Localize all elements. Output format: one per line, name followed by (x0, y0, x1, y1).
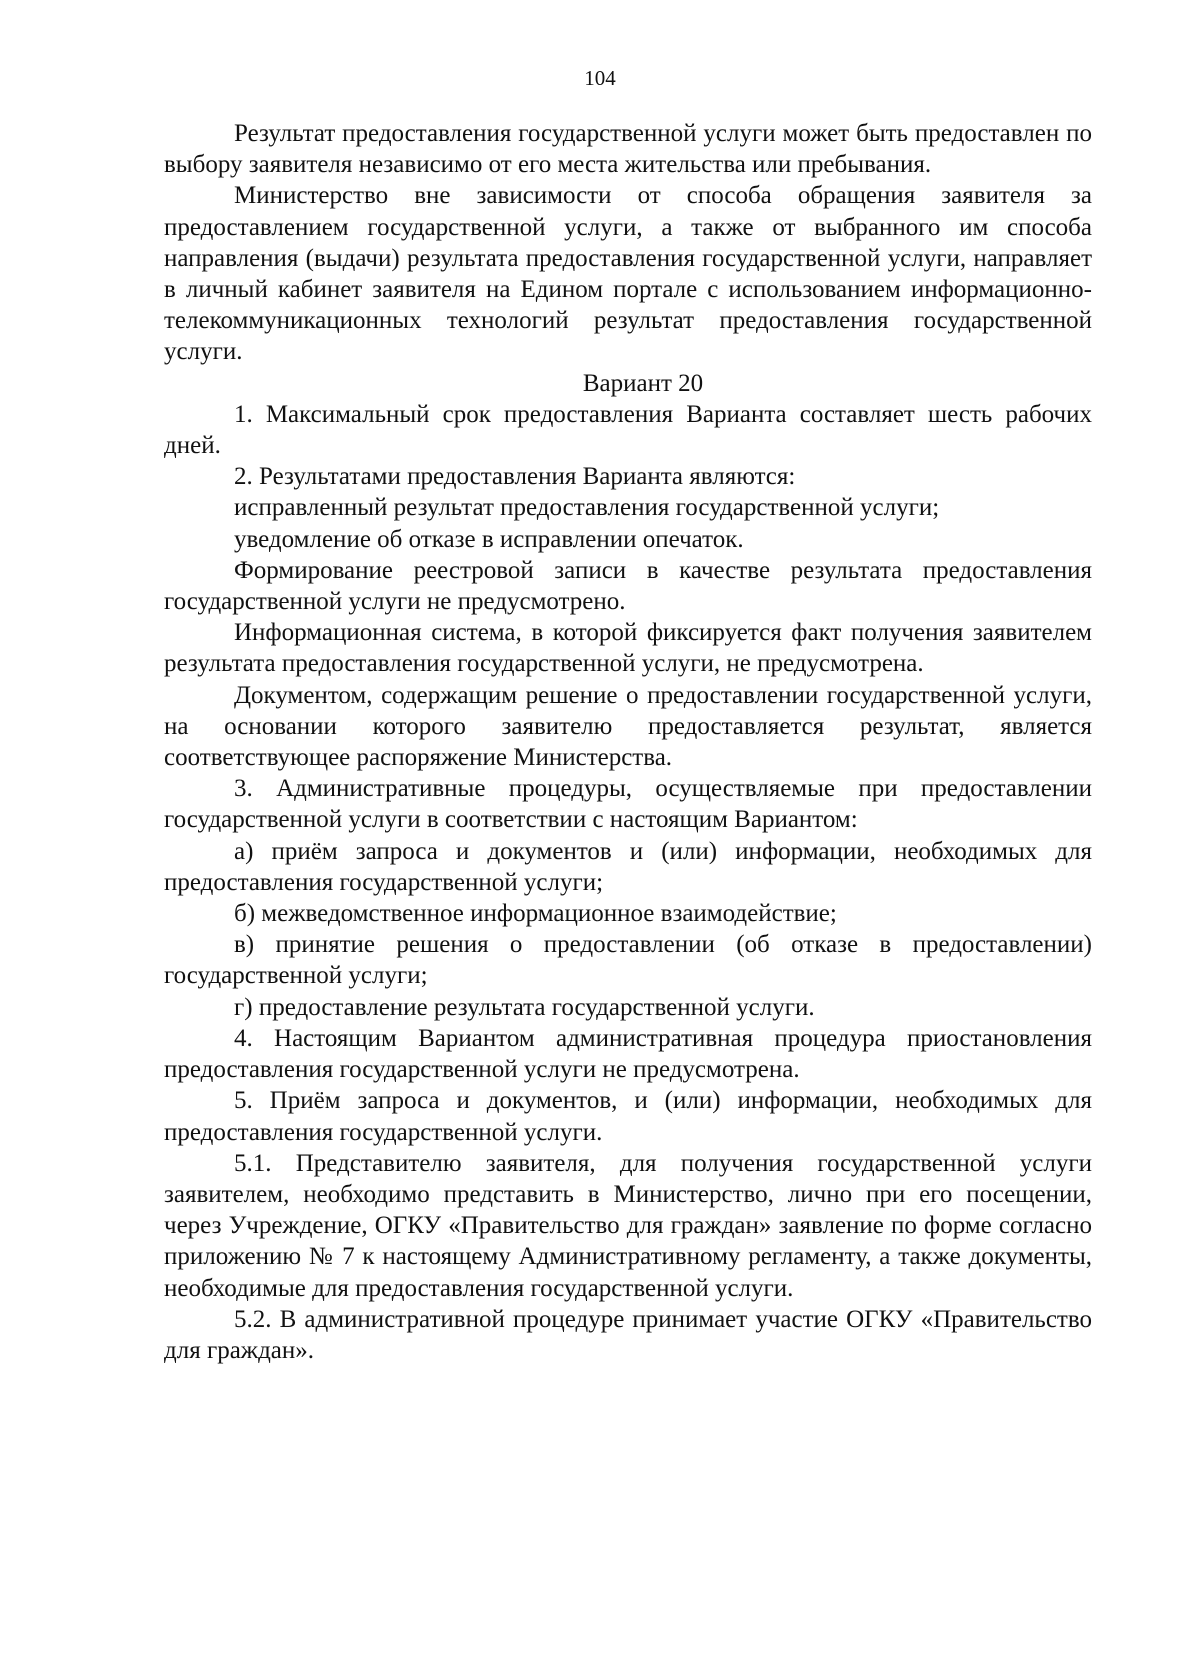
paragraph-ministry-cabinet: Министерство вне зависимости от способа обращения заявителя за предоставлением государственной услуги, а также от выбранного им способа направления (выдачи) результата предоставления государственной услуги, направляет в личный кабинет заявителя на Едином портале с использованием информационно-телекоммуникационных технологий результат предоставления государственной услуги. (164, 182, 1092, 366)
document-body (164, 118, 1092, 1366)
paragraph-registry-record: Формирование реестровой записи в качестве результата предоставления государственной услуги не предусмотрено. (164, 556, 1092, 616)
paragraph-result-corrected: исправленный результат предоставления государственной услуги; (234, 494, 940, 522)
paragraph-item-3: 3. Административные процедуры, осуществляемые при предоставлении государственной услуги в соответствии с настоящим Вариантом: (164, 775, 1092, 834)
paragraph-item-4: 4. Настоящим Вариантом административная процедура приостановления предоставления государственной услуги не предусмотрена. (164, 1024, 1092, 1084)
page-number: 104 (584, 66, 616, 90)
paragraph-information-system: Информационная система, в которой фиксируется факт получения заявителем результата предоставления государственной услуги, не предусмотрена. (164, 619, 1092, 678)
list-item-b: б) межведомственное информационное взаимодействие; (234, 900, 837, 928)
paragraph-item-5: 5. Приём запроса и документов, и (или) информации, необходимых для предоставления государственной услуги. (164, 1087, 1092, 1146)
paragraph-result-choice: Результат предоставления государственной услуги может быть предоставлен по выбору заявителя независимо от его места жительства или пребывания. (164, 120, 1092, 179)
paragraph-decision-document: Документом, содержащим решение о предоставлении государственной услуги, на основании которого заявителю предоставляется результат, является соответствующее распоряжение Министерства. (164, 681, 1092, 772)
list-item-a: а) приём запроса и документов и (или) информации, необходимых для предоставления государственной услуги; (164, 837, 1092, 896)
paragraph-item-5-1: 5.1. Представителю заявителя, для получения государственной услуги заявителем, необходимо представить в Министерство, лично при его посещении, через Учреждение, ОГКУ «Правительство для граждан» заявление по форме согласно приложению № 7 к настоящему Административному регламенту, а также документы, необходимые для предоставления государственной услуги. (164, 1149, 1092, 1302)
paragraph-item-1: 1. Максимальный срок предоставления Варианта составляет шесть рабочих дней. (164, 400, 1092, 460)
paragraph-item-5-2: 5.2. В административной процедуре принимает участие ОГКУ «Правительство для граждан». (164, 1305, 1092, 1364)
paragraph-item-2: 2. Результатами предоставления Варианта являются: (234, 463, 796, 491)
paragraph-result-refusal: уведомление об отказе в исправлении опечаток. (234, 525, 744, 553)
list-item-v: в) принятие решения о предоставлении (об отказе в предоставлении) государственной услуги; (164, 931, 1092, 990)
list-item-g: г) предоставление результата государственной услуги. (234, 993, 815, 1021)
section-heading-variant-20: Вариант 20 (582, 369, 704, 397)
